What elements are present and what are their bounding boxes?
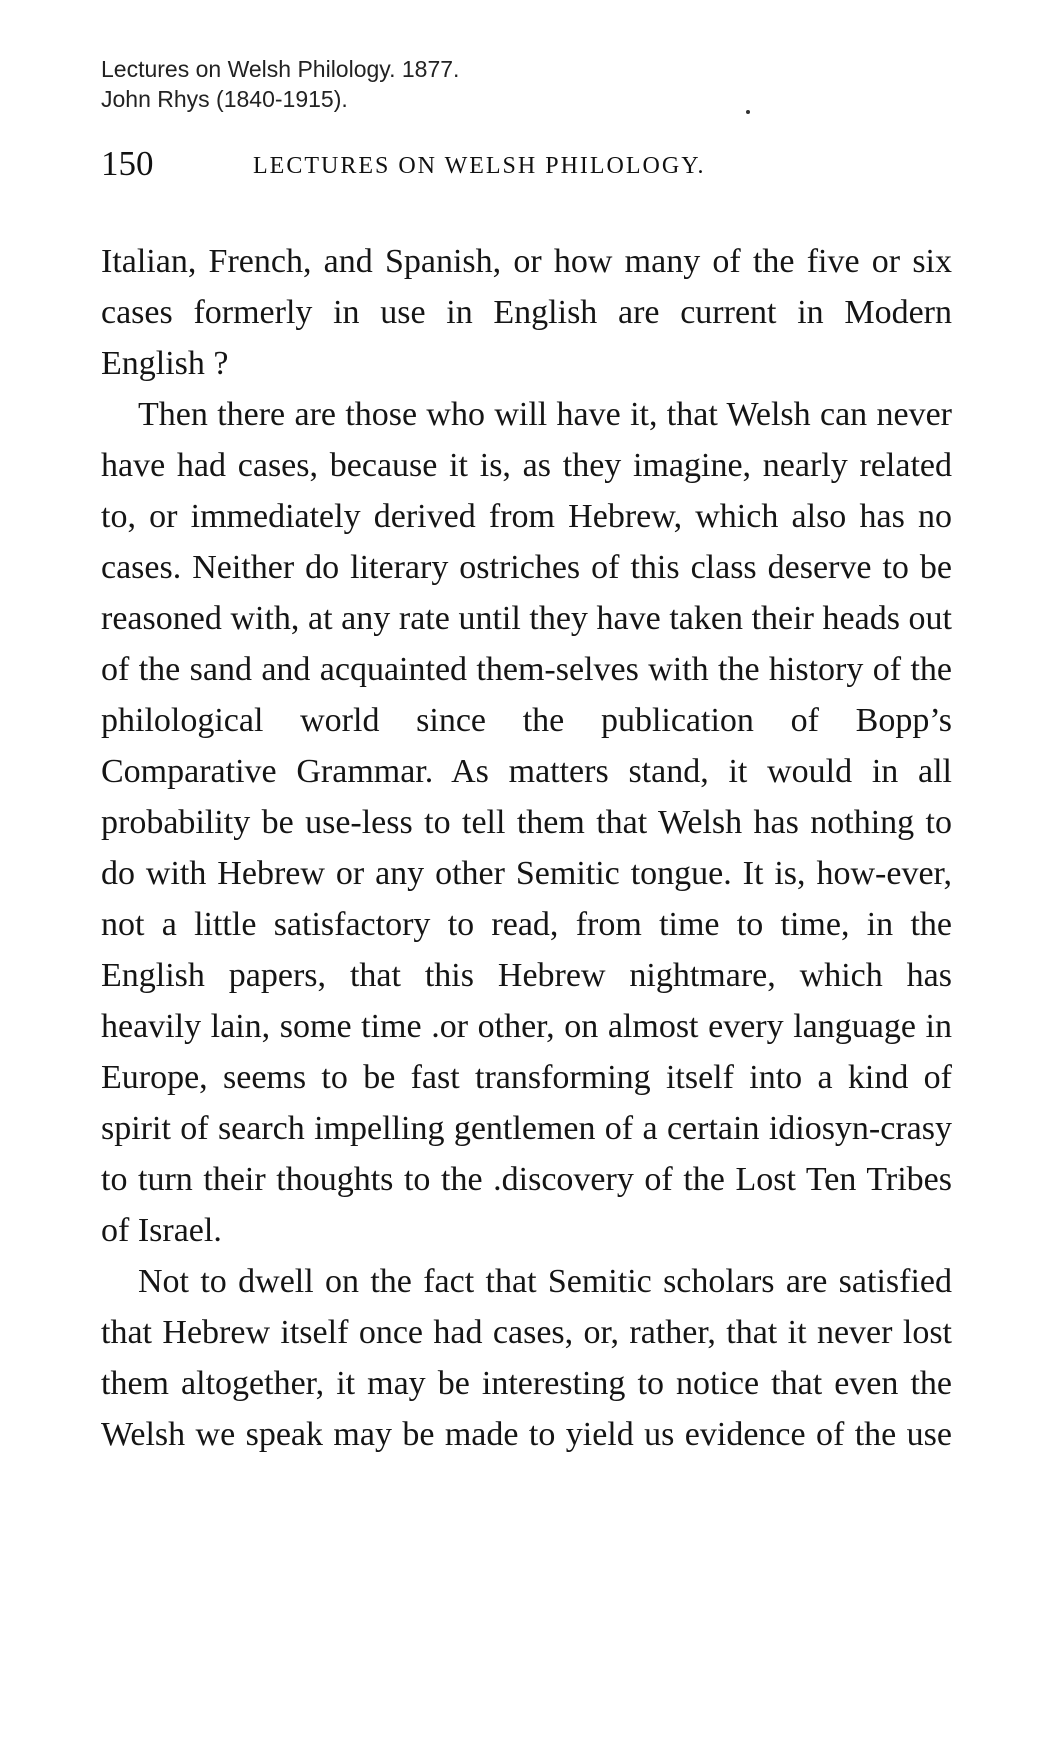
source-note (101, 54, 459, 114)
running-head (101, 142, 952, 186)
paragraph-hebrew-claim: Then there are those who will have it, that Welsh can never have had cases, because it is, as they imagine, nearly related to, or immediately derived from Hebrew, which also has no cases. Neither do literary ostriches of this class deserve to be reasoned with, at any rate until they have taken their heads out of the sand and acquainted them-selves with the history of the philological world since the publication of Bopp’s Comparative Grammar. As matters stand, it would in all probability be use-less to tell them that Welsh has nothing to do with Hebrew or any other Semitic tongue. It is, how-ever, not a little satisfactory to read, from time to time, in the English papers, that this Hebrew nightmare, which has heavily lain, some time .or other, on almost every language in Europe, seems to be fast transforming itself into a kind of spirit of search impelling gentlemen of a certain idiosyn-crasy to turn their thoughts to the .discovery of the Lost Ten Tribes of Israel. (101, 396, 952, 1249)
source-author: John Rhys (1840-1915). (101, 86, 348, 112)
paragraph-semitic-scholars: Not to dwell on the fact that Semitic scholars are satisfied that Hebrew itself once had cases, or, rather, that it never lost them altogether, it may be interesting to notice that even the Welsh we speak may be made to yield us evidence of the use (101, 1263, 952, 1453)
source-title: Lectures on Welsh Philology. 1877. (101, 56, 460, 82)
running-title: LECTURES ON WELSH PHILOLOGY. (253, 153, 706, 179)
paragraph-continued: Italian, French, and Spanish, or how many of the five or six cases formerly in use in English are current in Modern English ? (101, 243, 952, 382)
page-body (101, 236, 952, 1460)
page-number: 150 (101, 144, 154, 183)
scan-speck (746, 110, 750, 114)
